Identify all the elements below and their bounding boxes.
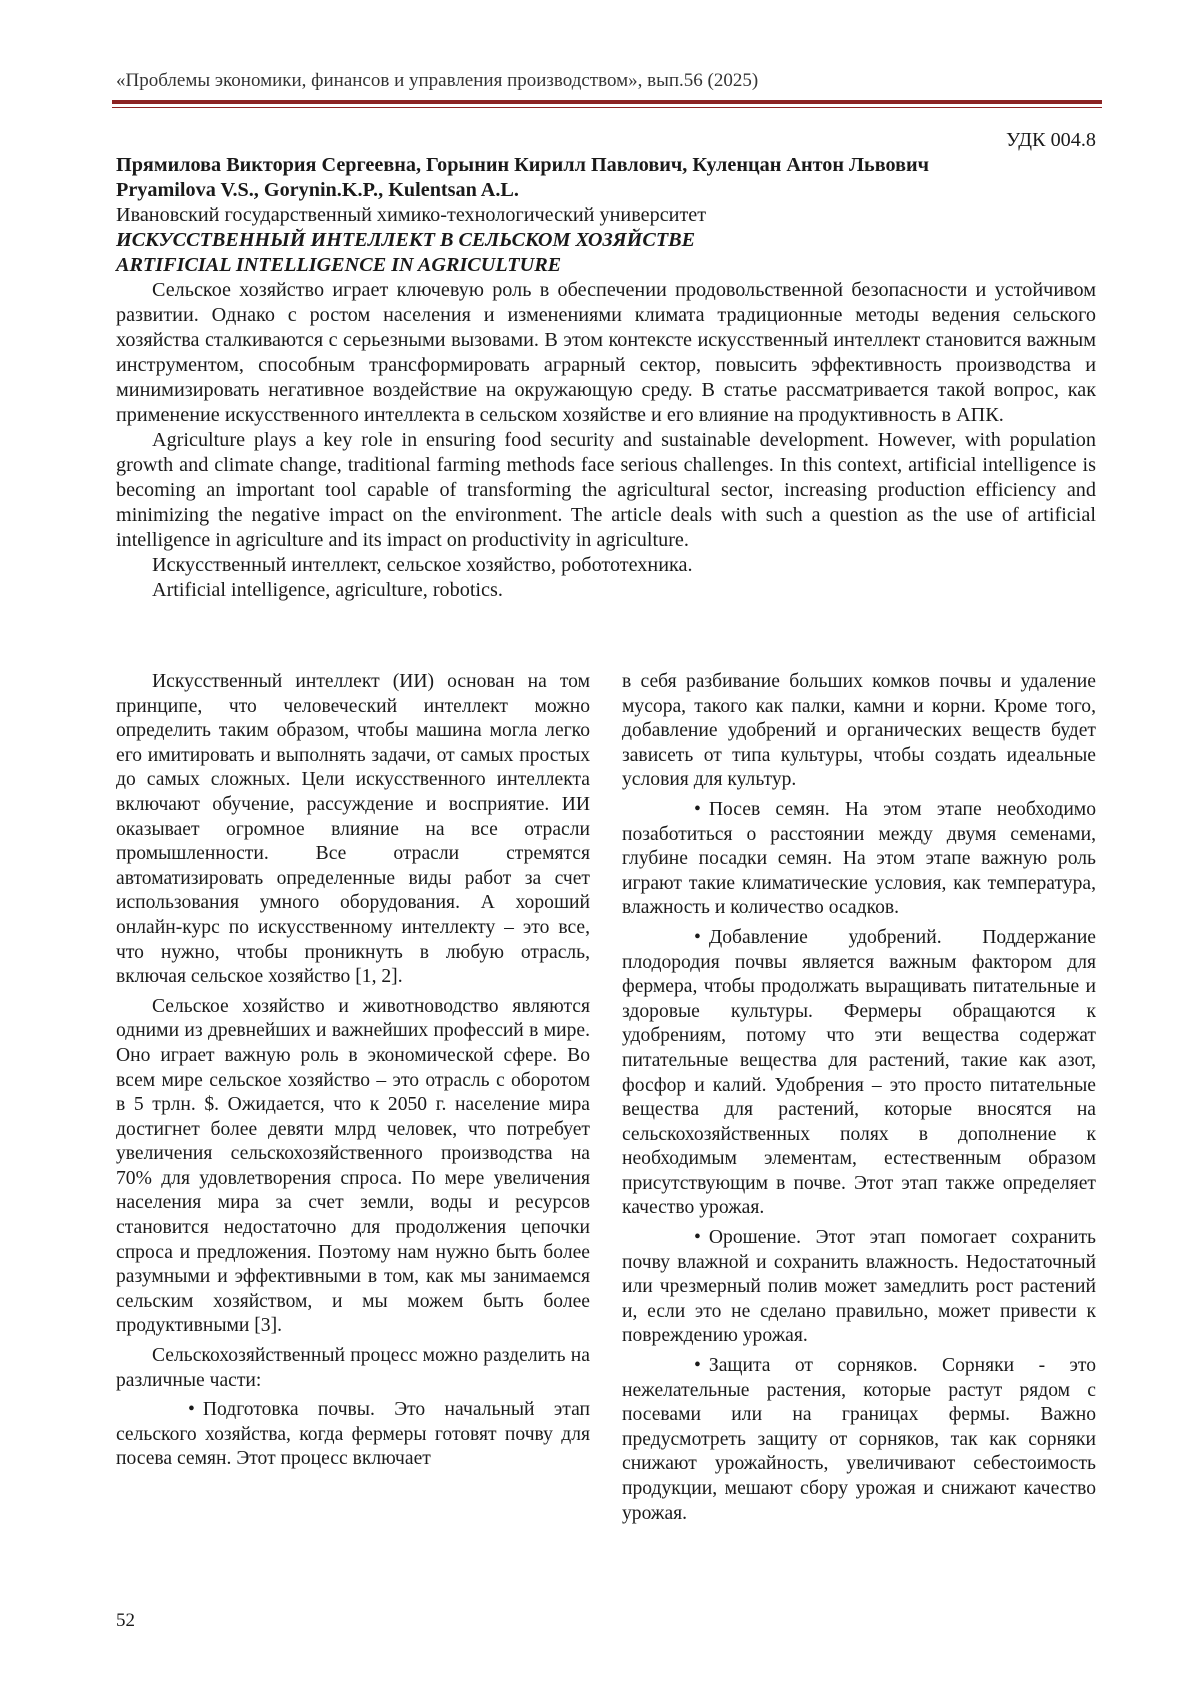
bullet-item	[622, 1354, 1096, 1526]
abstract-ru: Сельское хозяйство играет ключевую роль в обеспечении продовольственной безопасности и устойчивом развитии. Однако с ростом населения и изменениями климата традиционные методы ведения сельского хозяйства сталкиваются с серьезными вызовами. В этом контексте искусственный интеллект становится важным инструментом, способным трансформировать аграрный сектор, повысить эффективность производства и минимизировать негативное воздействие на окружающую среду. В статье рассматривается такой вопрос, как применение искусственного интеллекта в сельском хозяйстве и его влияние на продуктивность в АПК.	[116, 279, 1096, 426]
bullet-icon: •	[694, 926, 701, 948]
page-number: 52	[116, 1610, 135, 1631]
affiliation: Ивановский государственный химико-технологический университет	[116, 204, 707, 226]
bullet-item	[622, 926, 1096, 1221]
keywords-ru: Искусственный интеллект, сельское хозяйство, робототехника.	[152, 554, 693, 576]
body-paragraph: Сельскохозяйственный процесс можно разделить на различные части:	[116, 1345, 590, 1391]
title-en: ARTIFICIAL INTELLIGENCE IN AGRICULTURE	[116, 254, 562, 276]
bullet-item	[622, 798, 1096, 921]
left-column	[116, 670, 590, 1531]
bullet-text: Орошение. Этот этап помогает сохранить почву влажной и сохранить влажность. Недостаточный или чрезмерный полив может замедлить рост растений и, если это не сделано правильно, может привести к повреждению урожая.	[622, 1227, 1096, 1347]
bullet-icon: •	[694, 1227, 701, 1249]
bullet-icon: •	[188, 1399, 195, 1421]
bullet-text: Защита от сорняков. Сорняки - это нежелательные растения, которые растут рядом с посевами или на границах фермы. Важно предусмотреть защиту от сорняков, так как сорняки снижают урожайность, увеличивают себестоимость продукции, мешают сбору урожая и снижают качество урожая.	[622, 1355, 1096, 1524]
abstract-en: Agriculture plays a key role in ensuring food security and sustainable development. However, with population growth and climate change, traditional farming methods face serious challenges. In this context, artificial intelligence is becoming an important tool capable of transforming the agricultural sector, increasing production efficiency and minimizing the negative impact on the environment. The article deals with such a question as the use of artificial intelligence in agriculture and its impact on productivity in agriculture.	[116, 429, 1096, 551]
article-front-matter	[116, 128, 1096, 603]
body-paragraph: Сельское хозяйство и животноводство являются одними из древнейших и важнейших профессий в мире. Оно играет важную роль в экономической сфере. Во всем мире сельское хозяйство – это отрасль с оборотом в 5 трлн. $. Ожидается, что к 2050 г. население мира достигнет более девяти млрд человек, что потребует увеличения сельскохозяйственного производства на 70% для удовлетворения спроса. По мере увеличения населения мира за счет земли, воды и ресурсов становится недостаточно для продолжения цепочки спроса и предложения. Поэтому нам нужно быть более разумными и эффективными в том, как мы занимаемся сельским хозяйством, и мы можем быть более продуктивными [3].	[116, 995, 590, 1337]
right-column	[622, 670, 1096, 1531]
body-paragraph: Искусственный интеллект (ИИ) основан на том принципе, что человеческий интеллект можно определить таким образом, чтобы машина могла легко его имитировать и выполнять задачи, от самых простых до самых сложных. Цели искусственного интеллекта включают обучение, рассуждение и восприятие. ИИ оказывает огромное влияние на все отрасли промышленности. Все отрасли стремятся автоматизировать определенные виды работ за счет использования умного оборудования. А хороший онлайн-курс по искусственному интеллекту – это все, что нужно, чтобы проникнуть в любую отрасль, включая сельское хозяйство [1, 2].	[116, 671, 590, 988]
bullet-icon: •	[694, 798, 701, 820]
keywords-en: Artificial intelligence, agriculture, robotics.	[152, 579, 503, 601]
header-rule-thin	[112, 107, 1102, 108]
bullet-text: Подготовка почвы. Это начальный этап сельского хозяйства, когда фермеры готовят почву для посева семян. Этот процесс включает	[116, 1399, 590, 1470]
body-paragraph: в себя разбивание больших комков почвы и удаление мусора, такого как палки, камни и корни. Кроме того, добавление удобрений и органических веществ будет зависеть от типа культуры, чтобы создать идеальные условия для культур.	[622, 671, 1096, 791]
bullet-icon: •	[694, 1355, 701, 1377]
journal-running-header: «Проблемы экономики, финансов и управления производством», вып.56 (2025)	[116, 70, 759, 91]
bullet-item	[622, 1226, 1096, 1349]
bullet-item	[116, 1398, 590, 1472]
article-body	[116, 670, 1096, 1531]
authors-ru: Прямилова Виктория Сергеевна, Горынин Кирилл Павлович, Куленцан Антон Львович	[116, 154, 929, 176]
authors-en: Pryamilova V.S., Gorynin.K.P., Kulentsan A.L.	[116, 179, 519, 201]
bullet-text: Добавление удобрений. Поддержание плодородия почвы является важным фактором для фермера, чтобы продолжать выращивать питательные и здоровые культуры. Фермеры обращаются к удобрениям, потому что эти вещества содержат питательные вещества для растений, такие как азот, фосфор и калий. Удобрения – это просто питательные вещества для растений, которые вносятся на сельскохозяйственных полях в дополнение к необходимым элементам, естественным образом присутствующим в почве. Этот этап также определяет качество урожая.	[622, 926, 1096, 1219]
udc-code: УДК 004.8	[1006, 129, 1096, 151]
title-ru: ИСКУССТВЕННЫЙ ИНТЕЛЛЕКТ В СЕЛЬСКОМ ХОЗЯЙСТВЕ	[116, 229, 696, 251]
header-rule	[112, 100, 1102, 104]
bullet-text: Посев семян. На этом этапе необходимо позаботиться о расстоянии между двумя семенами, глубине посадки семян. На этом этапе важную роль играют такие климатические условия, как температура, влажность и количество осадков.	[622, 798, 1096, 919]
